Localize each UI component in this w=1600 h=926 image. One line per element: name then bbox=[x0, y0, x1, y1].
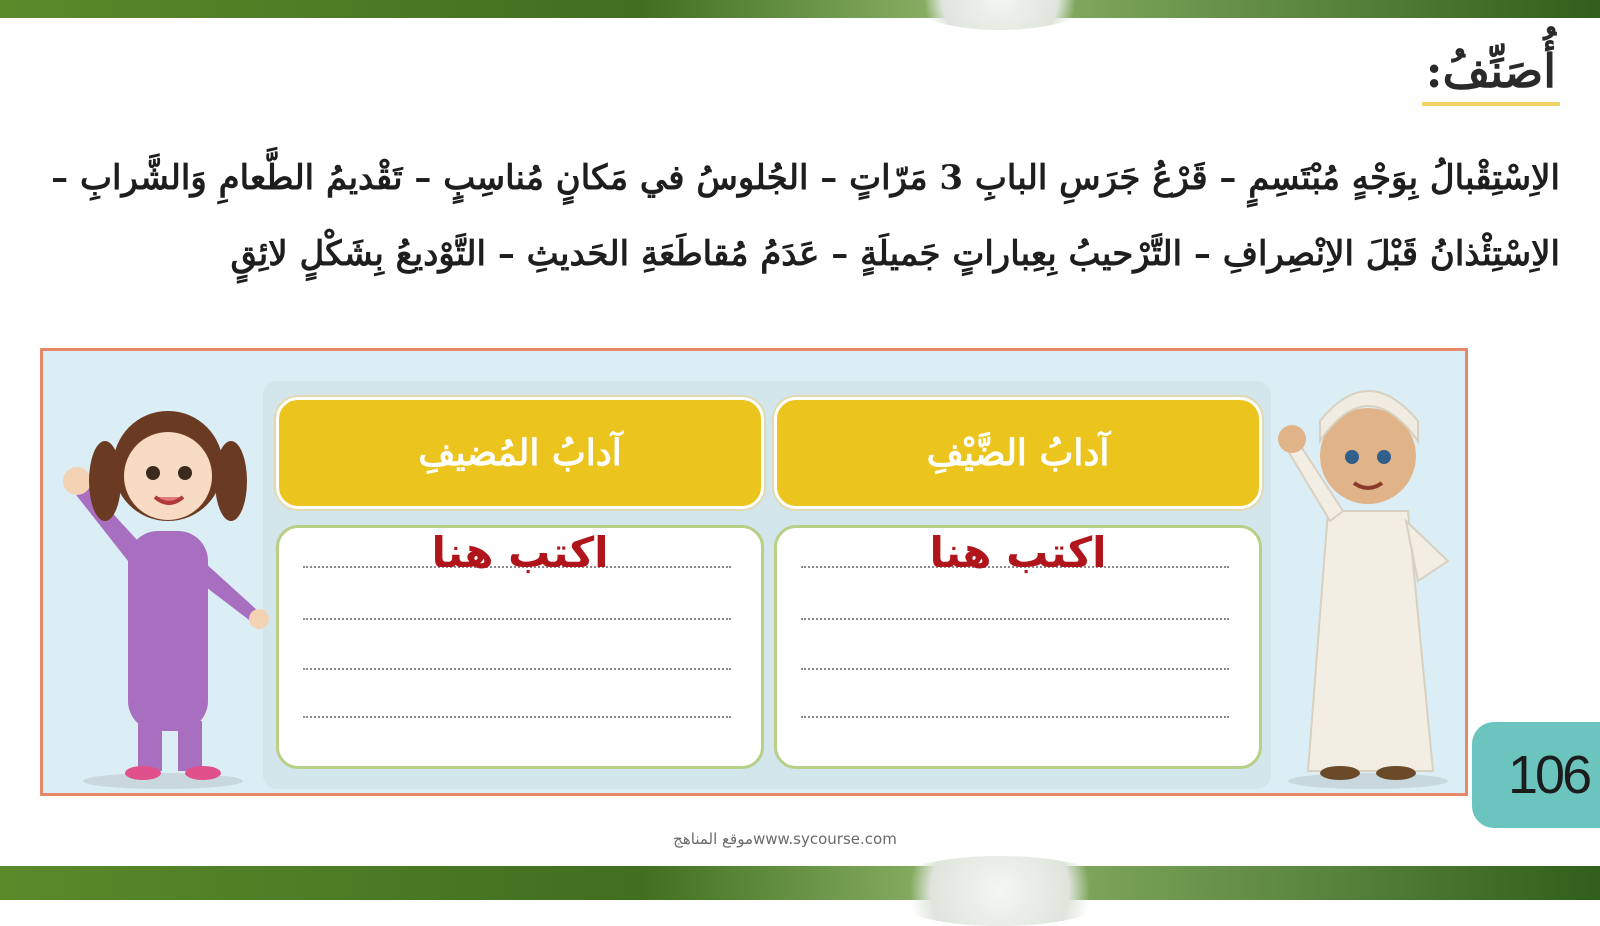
host-manners-answer-box[interactable] bbox=[276, 525, 764, 769]
answer-line bbox=[303, 618, 731, 620]
footer-source: موقع المناهجwww.sycourse.com bbox=[673, 830, 897, 848]
classification-panel bbox=[40, 348, 1468, 796]
guest-manners-heading: آدابُ الضَّيْفِ bbox=[774, 397, 1262, 509]
word-bank bbox=[20, 140, 1560, 292]
answer-line bbox=[303, 716, 731, 718]
answer-line bbox=[801, 668, 1229, 670]
guest-manners-column bbox=[774, 397, 1262, 769]
answer-line bbox=[801, 618, 1229, 620]
answer-line bbox=[303, 668, 731, 670]
answer-line bbox=[801, 716, 1229, 718]
write-here-prompt: اكتب هنا bbox=[431, 528, 609, 577]
exercise-title: أُصَنِّفُ: bbox=[1422, 40, 1560, 106]
guest-manners-answer-box[interactable] bbox=[774, 525, 1262, 769]
girl-illustration bbox=[43, 381, 283, 791]
flower-decor bbox=[880, 856, 1120, 926]
host-manners-column bbox=[276, 397, 764, 769]
page-number-tab: 106 bbox=[1472, 722, 1600, 828]
write-here-prompt: اكتب هنا bbox=[929, 528, 1107, 577]
boy-illustration bbox=[1268, 361, 1468, 791]
word-bank-line: الاِسْتِئْذانُ قَبْلَ الاِنْصِرافِ – التَّرْحيبُ بِعِباراتٍ جَميلَةٍ – عَدَمُ مُقاطَعَةِ الحَديثِ – التَّوْديعُ بِشَكْلٍ لائِقٍ bbox=[230, 234, 1560, 274]
host-manners-heading: آدابُ المُضيفِ bbox=[276, 397, 764, 509]
word-bank-line: الاِسْتِقْبالُ بِوَجْهٍ مُبْتَسِمٍ – قَرْعُ جَرَسِ البابِ 3 مَرّاتٍ – الجُلوسُ في مَكانٍ مُناسِبٍ – تَقْديمُ الطَّعامِ وَالشَّرابِ – bbox=[51, 158, 1560, 198]
flower-decor bbox=[900, 0, 1100, 30]
top-decor-band bbox=[0, 0, 1600, 18]
bottom-decor-band bbox=[0, 866, 1600, 900]
